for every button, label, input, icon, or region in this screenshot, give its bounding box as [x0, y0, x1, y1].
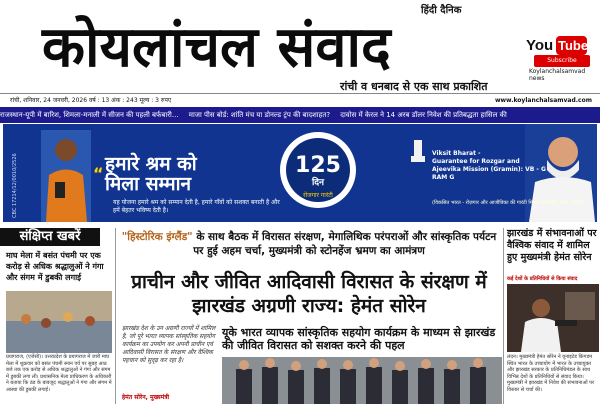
- svg-text:रोजगार गारंटी: रोजगार गारंटी: [303, 192, 333, 199]
- masthead-subtitle: रांची व धनबाद से एक साथ प्रकाशित: [340, 80, 488, 93]
- ad-title-line1: हमारे श्रम को: [105, 153, 197, 175]
- news-ticker: [0, 107, 600, 123]
- ad-subtext: यह योजना हमारे श्रम को सम्मान देती है, हमारे गाँवों को सशक्त बनाती है और हमें बेहतर भविष्य देती है।: [113, 199, 280, 214]
- website-url[interactable]: www.koylanchalsamvad.com: [494, 97, 592, 104]
- ticker-item[interactable]: राजस्थान-यूपी में बारिश, शिमला-मनाली में सीजन की पहली बर्फबारी...: [0, 111, 179, 119]
- masthead-title-text: कोयलांचल संवाद: [42, 15, 391, 74]
- cm-speaking-photo: [507, 284, 599, 352]
- ticker-item[interactable]: माजा पीस बोर्ड: शांति मंच या डोनल्ड ट्रंप की बादशाहत?: [188, 111, 331, 119]
- dateline-bar: [0, 93, 600, 108]
- ad-scheme-info: [432, 150, 552, 182]
- kicker-quote: "हिस्टोरिक इंग्लैंड": [121, 231, 193, 243]
- ad-scheme-line2: Ajeevika Mission (Gramin): VB - G RAM G: [432, 166, 546, 181]
- brief-story-title[interactable]: माघ मेला में बसंत पंचमी पर एक करोड़ से अधिक श्रद्धालुओं ने गंगा और संगम में डुबकी लगाई: [6, 251, 104, 282]
- dateline-info: रांची, शनिवार, 24 जनवरी, 2026 वर्ष : 13 अंक : 243 मूल्य : 3 रुपए: [10, 97, 172, 104]
- ticker-item[interactable]: दावोस में केरल ने 14 अरब डॉलर निवेश की प्रतिबद्धता हासिल की: [340, 111, 507, 119]
- worker-photo: [41, 130, 91, 222]
- subscribe-button[interactable]: Subscribe: [534, 55, 590, 67]
- magh-mela-photo: [6, 291, 112, 353]
- masthead-title: [18, 2, 518, 74]
- lead-intro: झारखंड देश के उन अग्रणी राज्यों में शामिल है, जो पूरे भारत व्यापक सांस्कृतिक सहयोग कार्यक्रम का उपयोग कर अपनी प्राचीन एवं आदिवासी विरासत के संरक्षण और वैश्विक पहचान को सुदृढ़ कर रहा है।: [122, 325, 216, 364]
- svg-text:You: You: [526, 37, 554, 54]
- 125-days-badge: [278, 130, 358, 210]
- svg-text:125: 125: [295, 153, 341, 178]
- svg-text:CBC 17214/12/0010/2526: CBC 17214/12/0010/2526: [12, 153, 18, 218]
- side-story-tag: कई देशों के प्रतिनिधियों से किया संवाद: [507, 276, 578, 282]
- kicker-text: के साथ बैठक में विरासत संरक्षण, मेगालिथिक परंपराओं और सांस्कृतिक पर्यटन पर हुई अहम चर्चा, मुख्यमंत्री को स्टोनहेंज भ्रमण का आमंत्रण: [192, 231, 497, 257]
- ad-scheme-line1: Guarantee for Rozgar and: [432, 158, 520, 165]
- svg-text:दिन: दिन: [311, 178, 325, 188]
- ad-caption: (विकसित भारत - रोज़गार और आजीविका की गारंटी मिशन (ग्रामीण)) एक्ट, 2025: [432, 200, 584, 206]
- quote-mark: “: [93, 164, 104, 183]
- brief-story-body: प्रयागराज, (एजेंसी)। उत्तरप्रदेश के प्रयागराज में जारी माघ मेला में शुक्रवार को बसंत पंचमी स्नान पर्व पर सुबह आठ बजे तक एक करोड़ से अधिक श्रद्धालुओं ने गंगा और संगम में डुबकी लगा ली। प्रशासनिक मेला प्राधिकरण के अधिकारी ने बताया कि ठंड के बावजूद श्रद्धालुओं ने गंगा और संगम में आस्था की डुबकी लगाई।: [6, 354, 112, 393]
- ad-title-line2: मिला सम्मान: [105, 173, 192, 195]
- emblem-icon: [408, 138, 428, 164]
- lead-headline[interactable]: प्राचीन और जीवित आदिवासी विरासत के संरक्षण में झारखंड अग्रणी राज्य: हेमंत सोरेन: [131, 271, 487, 317]
- ad-side-code: [9, 128, 19, 220]
- lead-byline: हेमंत सोरेन, मुख्यमंत्री: [122, 394, 170, 401]
- side-story-headline[interactable]: झारखंड में संभावनाओं पर वैश्विक संवाद में शामिल हुए मुख्यमंत्री हेमंत सोरेन: [507, 228, 597, 263]
- svg-text:Tube: Tube: [558, 38, 588, 53]
- side-story-body: लंदन। मुख्यमंत्री हेमंत सोरेन ने यूनाइटेड किंगडम स्थित भारत के उच्चायोग में भारत के उच्चायुक्त और झारखंड सरकार के प्रतिनिधिमंडल के साथ विभिन्न देशों के प्रतिनिधियों से संवाद किया। मुख्यमंत्री ने झारखंड में निवेश की संभावनाओं पर विस्तार से चर्चा की।: [507, 354, 595, 393]
- brief-news-heading: संक्षिप्त खबरें: [0, 228, 100, 246]
- lead-kicker: [118, 230, 500, 258]
- column-divider: [503, 228, 504, 404]
- masthead-tagline: हिंदी दैनिक: [421, 5, 462, 16]
- youtube-channel[interactable]: Koylanchalsamvad news: [529, 68, 586, 82]
- lead-subheadline[interactable]: यूके भारत व्यापक सांस्कृतिक सहयोग कार्यक्रम के माध्यम से झारखंड की जीवित विरासत को सशक्त करने की पहल: [222, 326, 496, 352]
- delegation-photo: [222, 357, 502, 404]
- ad-scheme-head: Viksit Bharat -: [432, 150, 481, 157]
- column-divider: [115, 228, 116, 404]
